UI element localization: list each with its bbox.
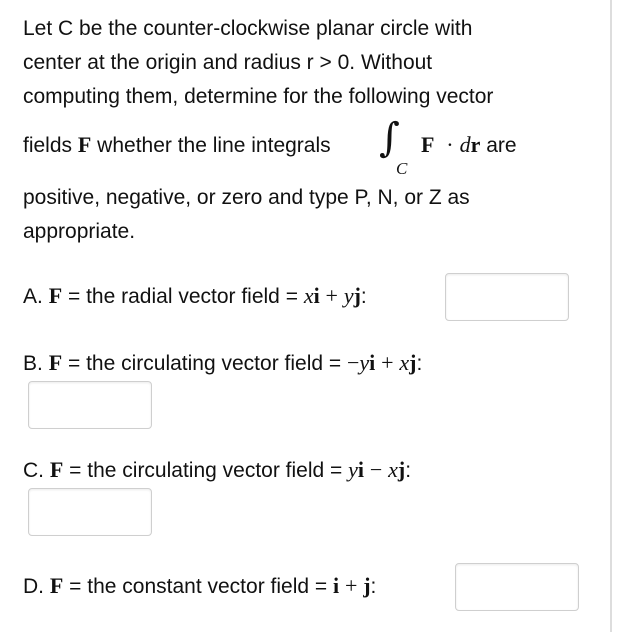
part-a-F: F	[48, 283, 63, 308]
integrand-r: r	[470, 132, 481, 157]
intro-line-5: positive, negative, or zero and type P, N, or Z as	[23, 186, 470, 209]
integrand	[421, 128, 517, 163]
part-d-label: the constant vector field =	[87, 575, 328, 598]
part-a-label: the radial vector field =	[86, 285, 298, 308]
integrand-F: F	[421, 132, 435, 157]
part-a-colon: :	[360, 285, 367, 308]
intro-line-4-post: are	[486, 134, 517, 157]
part-b-letter: B.	[23, 352, 43, 375]
intro-line-2: center at the origin and radius r > 0. Without	[23, 51, 433, 74]
part-a-term2: y	[343, 283, 354, 308]
part-b-term2: x	[399, 350, 410, 375]
part-b-text	[23, 346, 422, 381]
part-d-F: F	[49, 573, 64, 598]
part-b-unit1: i	[369, 350, 376, 375]
part-c-letter: C.	[23, 459, 44, 482]
intro-line-6: appropriate.	[23, 220, 136, 243]
integrand-d: d	[459, 132, 471, 157]
part-c-text	[23, 453, 411, 488]
part-d-text	[23, 569, 376, 604]
intro-line-4	[23, 128, 331, 163]
part-a-text	[23, 279, 367, 314]
part-b-label: the circulating vector field =	[86, 352, 342, 375]
part-a-letter: A.	[23, 285, 43, 308]
part-b-F: F	[48, 350, 63, 375]
part-d-unit2: j	[363, 573, 371, 598]
part-c-colon: :	[405, 459, 412, 482]
part-c-unit1: i	[357, 457, 365, 482]
part-b-colon: :	[416, 352, 423, 375]
part-c-eq: =	[69, 459, 82, 482]
part-c-op: −	[369, 457, 383, 482]
vector-F: F	[77, 132, 92, 157]
part-a-unit2: j	[353, 283, 361, 308]
integral-sign: ∫	[379, 115, 400, 161]
intro-line-3: computing them, determine for the following vector	[23, 85, 494, 108]
part-b-eq: =	[67, 352, 81, 375]
part-b-unit2: j	[409, 350, 417, 375]
intro-line-4-pre: fields	[23, 134, 73, 157]
part-d-eq: =	[69, 575, 82, 598]
answer-input-d[interactable]	[455, 563, 579, 611]
part-c-term2: x	[388, 457, 398, 482]
part-b-op: +	[381, 350, 394, 375]
contour-subscript: C	[396, 159, 408, 178]
part-a-unit1: i	[313, 283, 320, 308]
intro-line-4-mid: whether the line integrals	[97, 134, 331, 157]
dot-operator: ·	[446, 132, 454, 157]
part-d-letter: D.	[23, 575, 44, 598]
part-c-unit2: j	[397, 457, 406, 482]
part-c-label: the circulating vector field =	[87, 459, 343, 482]
part-d-colon: :	[370, 575, 377, 598]
answer-input-c[interactable]	[28, 488, 152, 536]
part-b-term1: y	[359, 350, 370, 375]
part-c-F: F	[49, 457, 64, 482]
part-b-sign: −	[346, 350, 360, 375]
part-d-op: +	[344, 573, 358, 598]
part-a-term1: x	[303, 283, 314, 308]
intro-line-1: Let C be the counter-clockwise planar circle with	[23, 17, 473, 40]
part-a-eq: =	[67, 285, 81, 308]
answer-input-b[interactable]	[28, 381, 152, 429]
answer-input-a[interactable]	[445, 273, 569, 321]
part-a-op: +	[325, 283, 338, 308]
part-c-term1: y	[348, 457, 358, 482]
part-d-unit1: i	[332, 573, 340, 598]
